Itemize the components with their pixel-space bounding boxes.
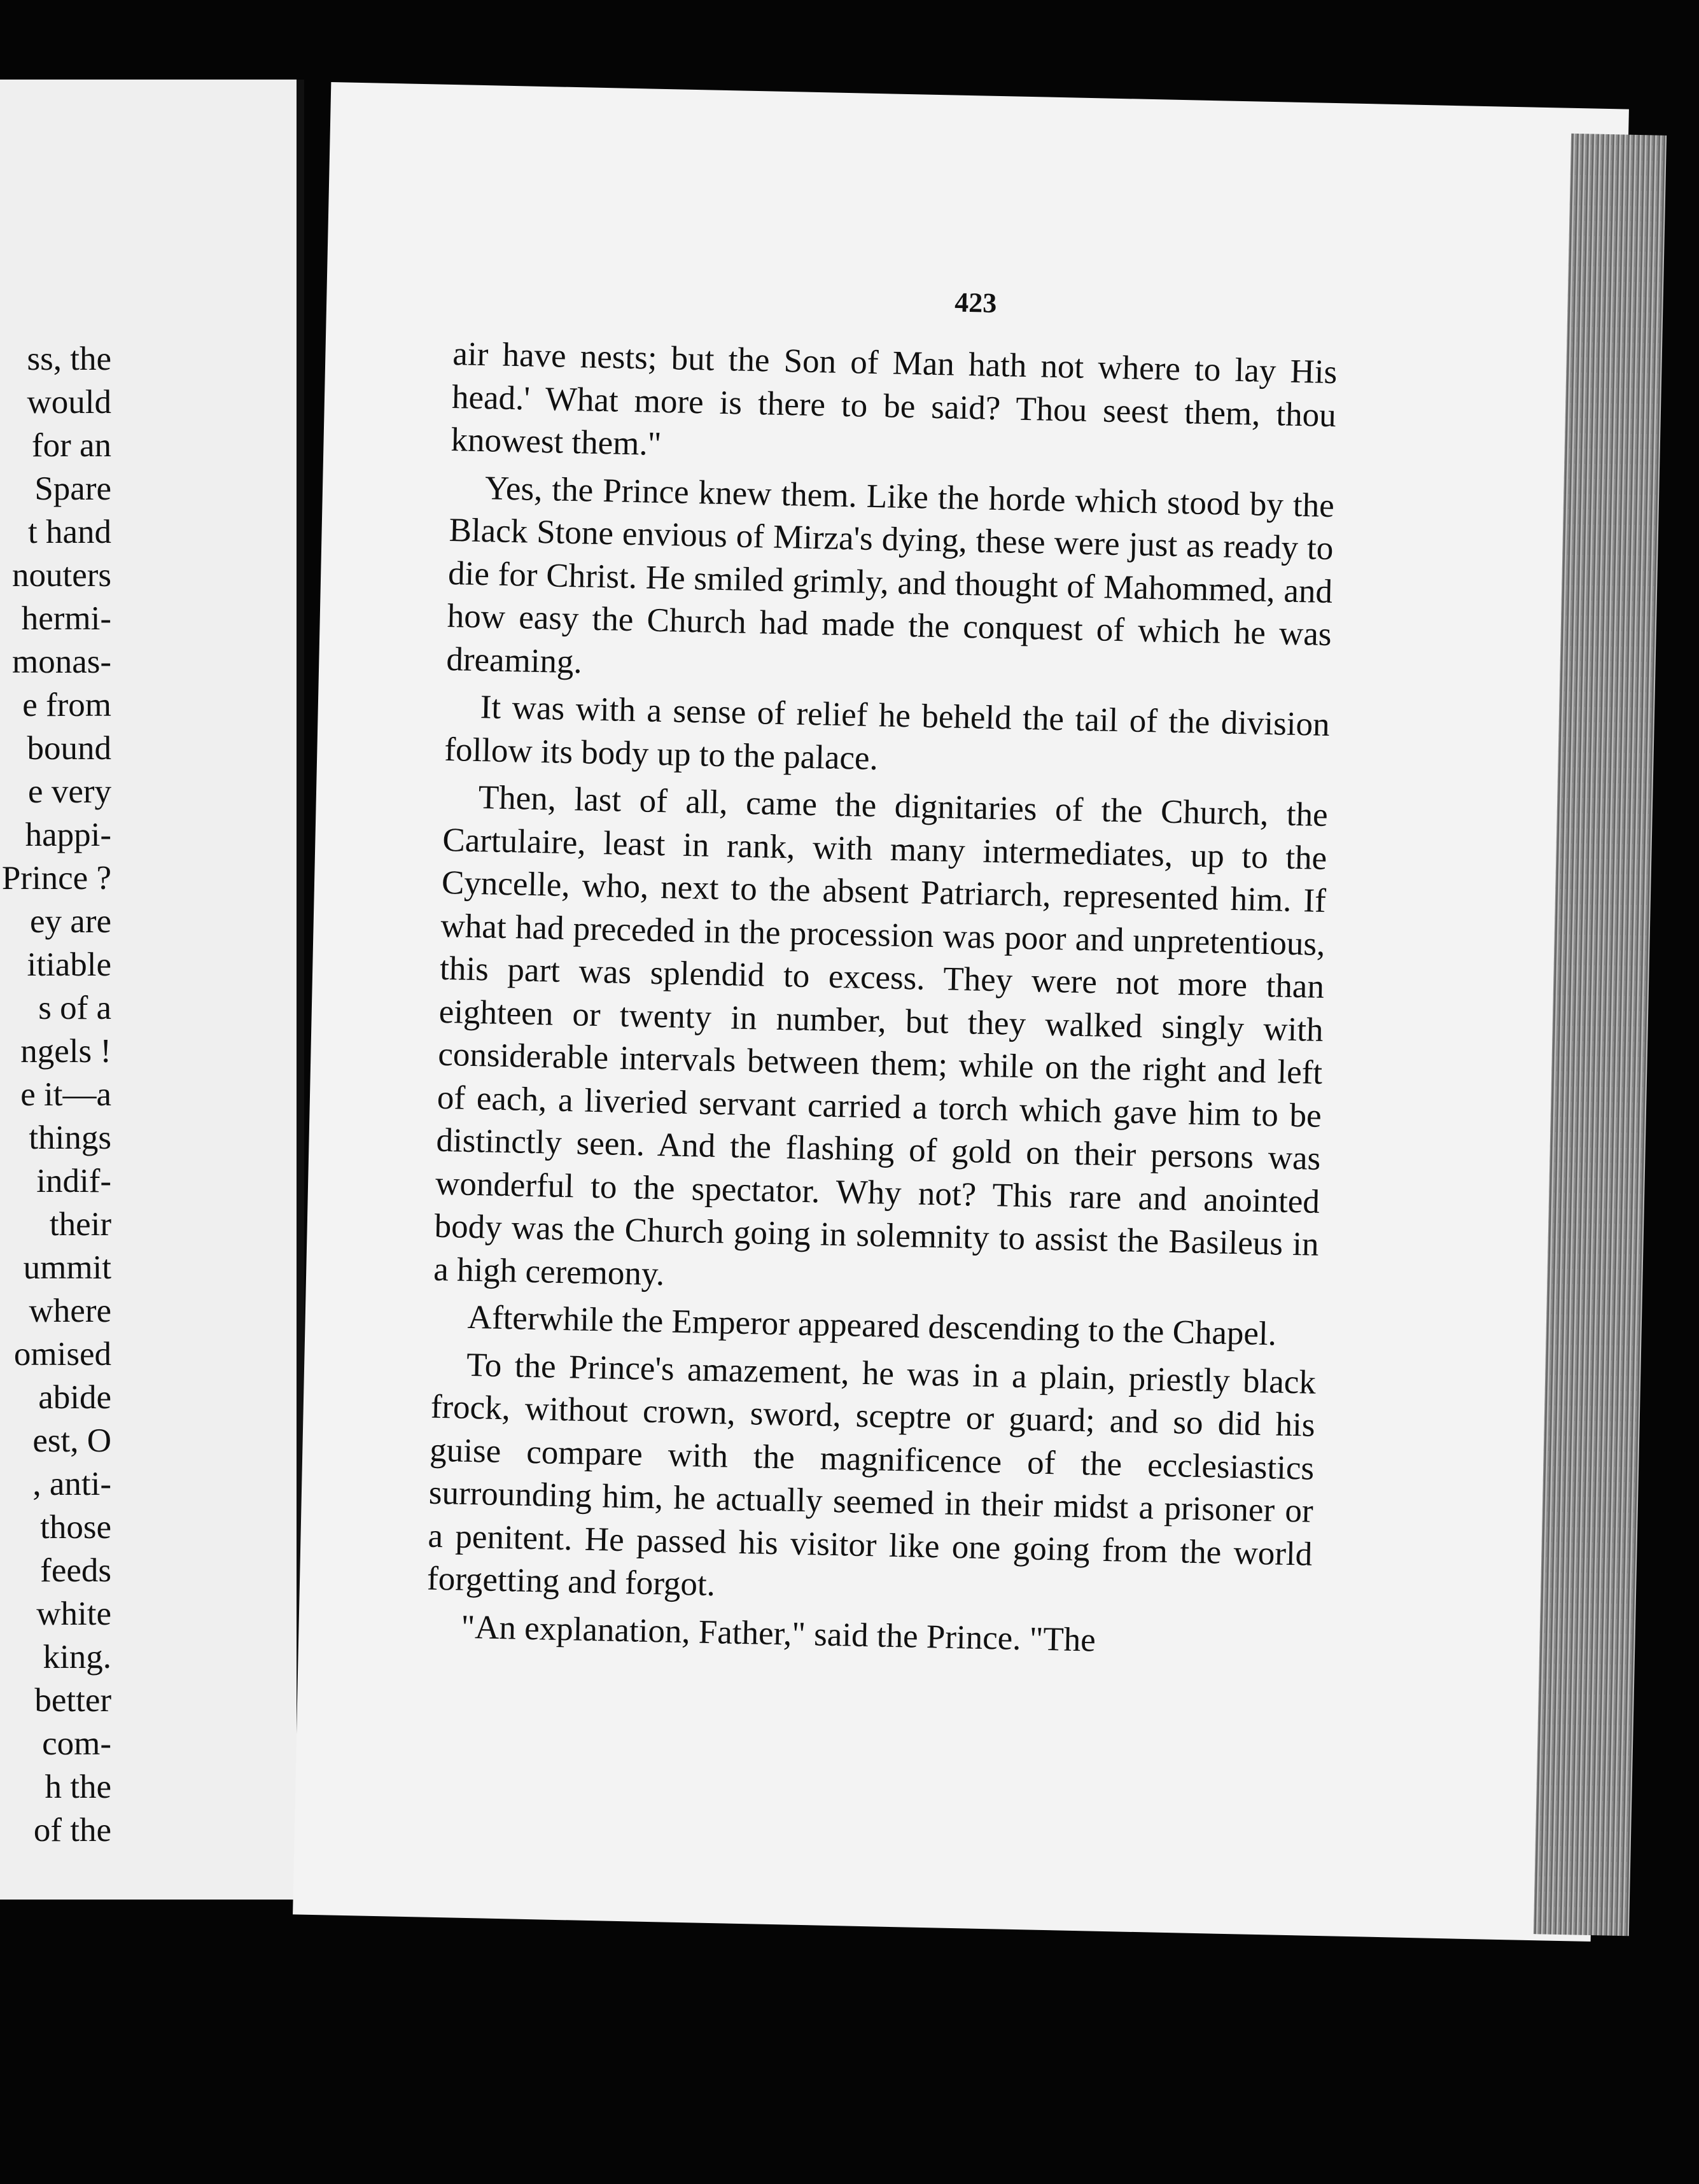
left-line-fragment: bound [27, 730, 111, 767]
facing-page-left [0, 80, 304, 1900]
left-line-fragment: things [29, 1119, 111, 1156]
paragraph: "An explanation, Father," said the Prince. "The [460, 1608, 1096, 1659]
paragraph: Then, last of all, came the dignitaries of the Church, the Cartulaire, least in rank, with many intermediates, up to the Cyncelle, who, next to the absent Patriarch, represented him. If what had preceded in the procession was poor and unpretentious, this part was splendid to excess. They were not more than eighteen or twenty in number, but they walked singly with considerable intervals between them; while on the right and left of each, a liveried servant carried a torch which gave him to be distinctly seen. And the flashing of gold on their persons was wonderful to the spectator. Why not? This rare and anointed body was the Church going in solemnity to assist the Basileus in a high ceremony. [433, 779, 1329, 1292]
left-line-fragment: feeds [40, 1552, 111, 1589]
left-line-fragment: nouters [11, 557, 111, 594]
left-line-fragment: , anti- [32, 1466, 111, 1502]
left-line-fragment: omised [13, 1336, 111, 1373]
left-line-fragment: com- [42, 1725, 111, 1762]
paragraph: It was with a sense of relief he beheld the tail of the division follow its body up to the palace. [444, 689, 1331, 777]
paragraph: To the Prince's amazement, he was in a plain, priestly black frock, without crown, sword, sceptre or guard; and so did his guise compare with the magnificence of the ecclesiastics surrounding him, he actually seemed in their midst a prisoner or a penitent. He passed his visitor like one going from the world forgetting and forgot. [426, 1346, 1317, 1604]
left-line-fragment: would [27, 384, 111, 421]
body-text [426, 333, 1338, 1671]
left-line-fragment: hermi- [21, 600, 111, 637]
left-line-fragment: better [34, 1682, 111, 1719]
left-line-fragment: of the [33, 1812, 111, 1849]
left-line-fragment: itiable [27, 946, 111, 983]
paragraph: Yes, the Prince knew them. Like the horde which stood by the Black Stone envious of Mirza's dying, these were just as ready to die for Christ. He smiled grimly, and thought of Mahommed, and how easy the Church had made the conquest of which he was dreaming. [445, 469, 1335, 680]
left-line-fragment: Spare [34, 470, 111, 507]
paragraph: Afterwhile the Emperor appeared descending to the Chapel. [467, 1298, 1277, 1353]
left-line-fragment: abide [38, 1379, 111, 1416]
left-page-text [0, 337, 111, 1852]
left-line-fragment: ummit [23, 1249, 111, 1286]
left-line-fragment: happi- [25, 816, 111, 853]
left-line-fragment: ngels ! [20, 1033, 111, 1070]
left-line-fragment: e very [28, 773, 111, 810]
left-line-fragment: Prince ? [1, 860, 111, 897]
left-line-fragment: h the [45, 1768, 111, 1805]
book-page-right [293, 82, 1629, 1942]
left-line-fragment: est, O [32, 1422, 111, 1459]
left-line-fragment: indif- [36, 1163, 111, 1200]
page-number: 423 [954, 286, 997, 319]
left-line-fragment: where [29, 1292, 111, 1329]
left-line-fragment: e it—a [20, 1076, 111, 1113]
left-line-fragment: king. [43, 1639, 111, 1676]
left-line-fragment: for an [31, 427, 111, 464]
left-line-fragment: t hand [28, 514, 111, 550]
left-line-fragment: ey are [30, 903, 111, 940]
left-line-fragment: white [36, 1595, 111, 1632]
left-line-fragment: those [40, 1509, 111, 1546]
left-line-fragment: s of a [38, 990, 111, 1026]
paragraph: air have nests; but the Son of Man hath not where to lay His head.' What more is there to be said? Thou seest them, thou knowest them." [451, 335, 1338, 463]
left-line-fragment: e from [22, 687, 111, 724]
left-line-fragment: monas- [11, 643, 111, 680]
left-line-fragment: ss, the [27, 340, 111, 377]
page-edges [1534, 134, 1667, 1936]
left-line-fragment: their [49, 1206, 111, 1243]
